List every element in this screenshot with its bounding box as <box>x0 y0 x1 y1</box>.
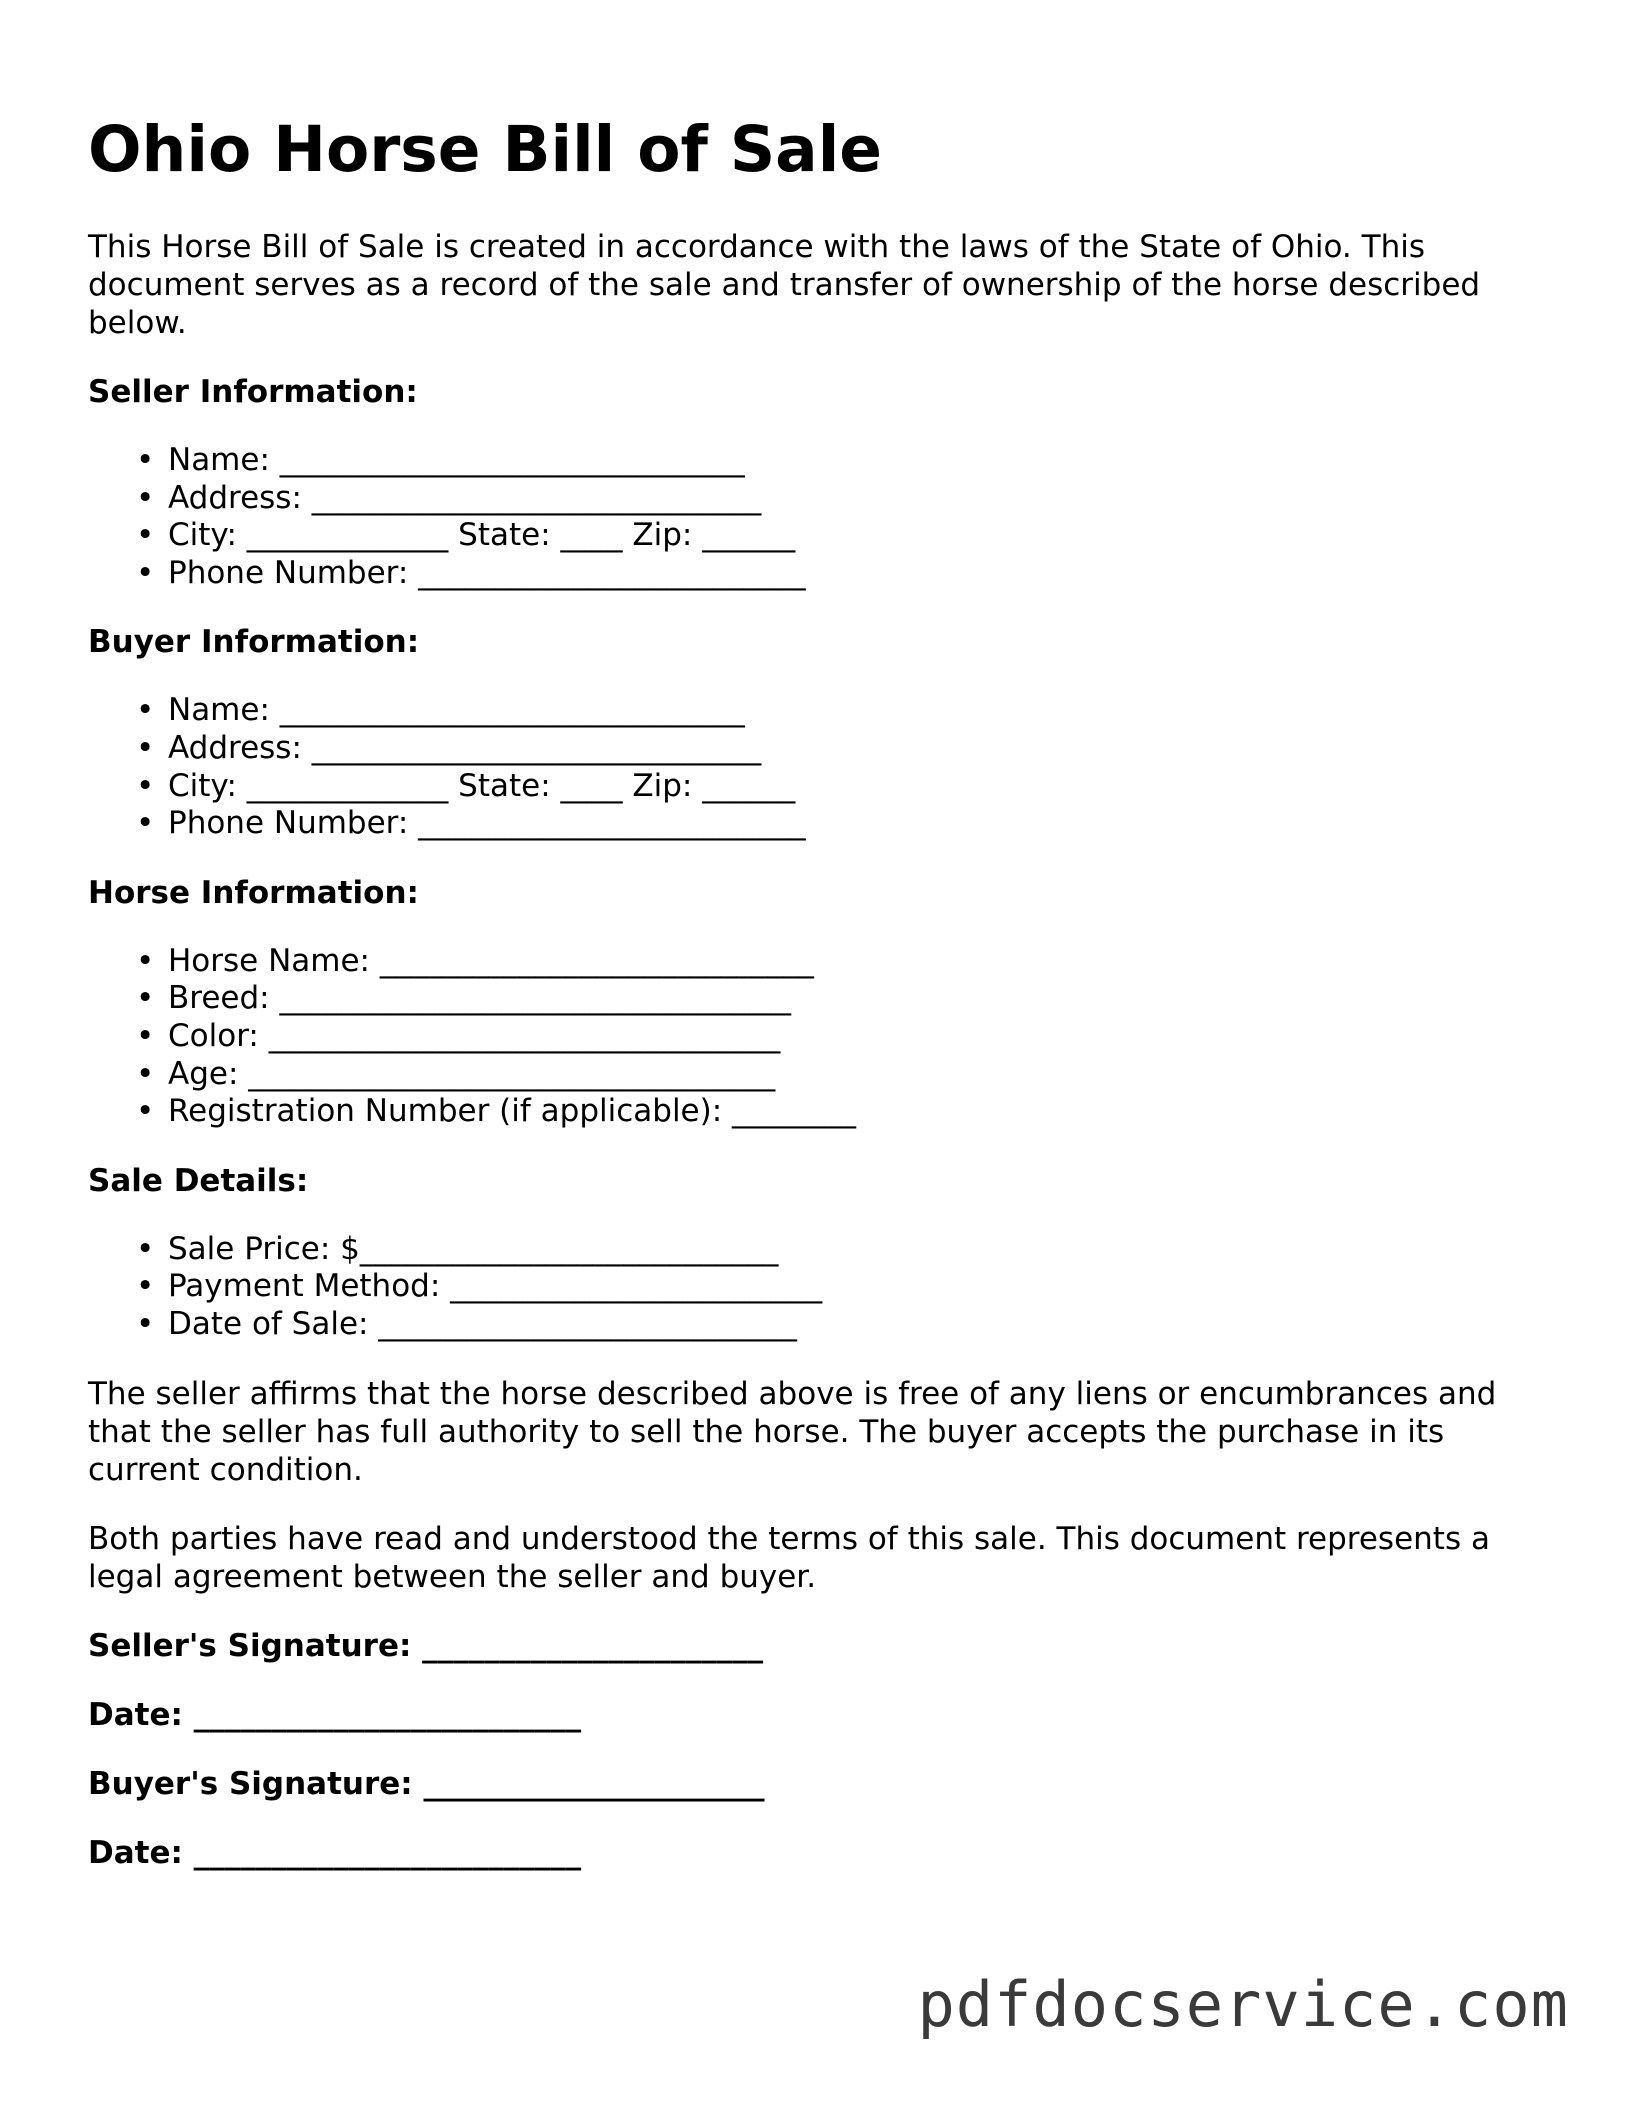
seller-address-field[interactable]: • Address: _____________________________ <box>136 479 762 516</box>
horse-heading: Horse Information: <box>88 874 419 911</box>
payment-method-field[interactable]: • Payment Method: ________________________ <box>136 1268 823 1305</box>
bullet-icon: • <box>136 442 155 478</box>
buyer-list <box>88 692 1558 842</box>
watermark: pdfdocservice.com <box>917 1968 1569 2041</box>
bullet-icon: • <box>136 805 155 842</box>
bullet-icon: • <box>136 692 155 729</box>
sale-price-field[interactable]: • Sale Price: $___________________________ <box>136 1230 779 1267</box>
document-page <box>88 0 1558 1872</box>
bullet-icon: • <box>136 1017 155 1054</box>
horse-breed-field[interactable]: • Breed: _________________________________ <box>136 980 791 1017</box>
document-title: Ohio Horse Bill of Sale <box>88 113 883 186</box>
sale-list <box>88 1231 1558 1344</box>
horse-registration-field[interactable]: • Registration Number (if applicable): ________ <box>136 1093 857 1130</box>
bullet-icon: • <box>136 980 155 1017</box>
buyer-date-field[interactable]: Date: _________________________ <box>88 1834 582 1871</box>
horse-list <box>88 943 1558 1131</box>
buyer-address-field[interactable]: • Address: _____________________________ <box>136 729 762 766</box>
buyer-phone-field[interactable]: • Phone Number: _________________________ <box>136 805 806 842</box>
bullet-icon: • <box>136 479 155 516</box>
seller-list <box>88 442 1558 592</box>
bullet-icon: • <box>136 1055 155 1092</box>
bullet-icon: • <box>136 1268 155 1305</box>
intro-paragraph: This Horse Bill of Sale is created in accordance with the laws of the State of Ohio. This document serves as a record of the sale and transfer of ownership of the horse described below. <box>88 229 1481 341</box>
bullet-icon: • <box>136 517 155 554</box>
seller-phone-field[interactable]: • Phone Number: _________________________ <box>136 554 806 591</box>
bullet-icon: • <box>136 554 155 591</box>
bullet-icon: • <box>136 767 155 804</box>
buyer-name-field[interactable]: • Name: ______________________________ <box>136 692 745 729</box>
affirmation-paragraph: The seller affirms that the horse described above is free of any liens or encumbrances and that the seller has full authority to sell the horse. The buyer accepts the purchase in its current condition. <box>88 1375 1497 1488</box>
buyer-city-state-zip-field[interactable]: • City: _____________ State: ____ Zip: ______ <box>136 767 796 804</box>
bullet-icon: • <box>136 1305 155 1342</box>
buyer-signature-field[interactable]: Buyer's Signature: ______________________ <box>88 1765 765 1802</box>
bullet-icon: • <box>136 1230 155 1267</box>
date-of-sale-field[interactable]: • Date of Sale: ___________________________ <box>136 1305 797 1342</box>
seller-city-state-zip-field[interactable]: • City: _____________ State: ____ Zip: ______ <box>136 517 796 554</box>
sale-heading: Sale Details: <box>88 1162 309 1199</box>
seller-signature-field[interactable]: Seller's Signature: ______________________ <box>88 1627 764 1664</box>
bullet-icon: • <box>136 1093 155 1130</box>
seller-heading: Seller Information: <box>88 374 418 410</box>
horse-age-field[interactable]: • Age: __________________________________ <box>136 1055 776 1092</box>
seller-date-field[interactable]: Date: _________________________ <box>88 1696 582 1733</box>
seller-name-field[interactable]: • Name: ______________________________ <box>136 442 745 478</box>
bullet-icon: • <box>136 729 155 766</box>
horse-name-field[interactable]: • Horse Name: ____________________________ <box>136 942 814 979</box>
bullet-icon: • <box>136 942 155 979</box>
horse-color-field[interactable]: • Color: _________________________________ <box>136 1017 781 1054</box>
agreement-paragraph: Both parties have read and understood the terms of this sale. This document represents a legal agreement between the seller and buyer. <box>88 1520 1490 1595</box>
buyer-heading: Buyer Information: <box>88 624 420 661</box>
